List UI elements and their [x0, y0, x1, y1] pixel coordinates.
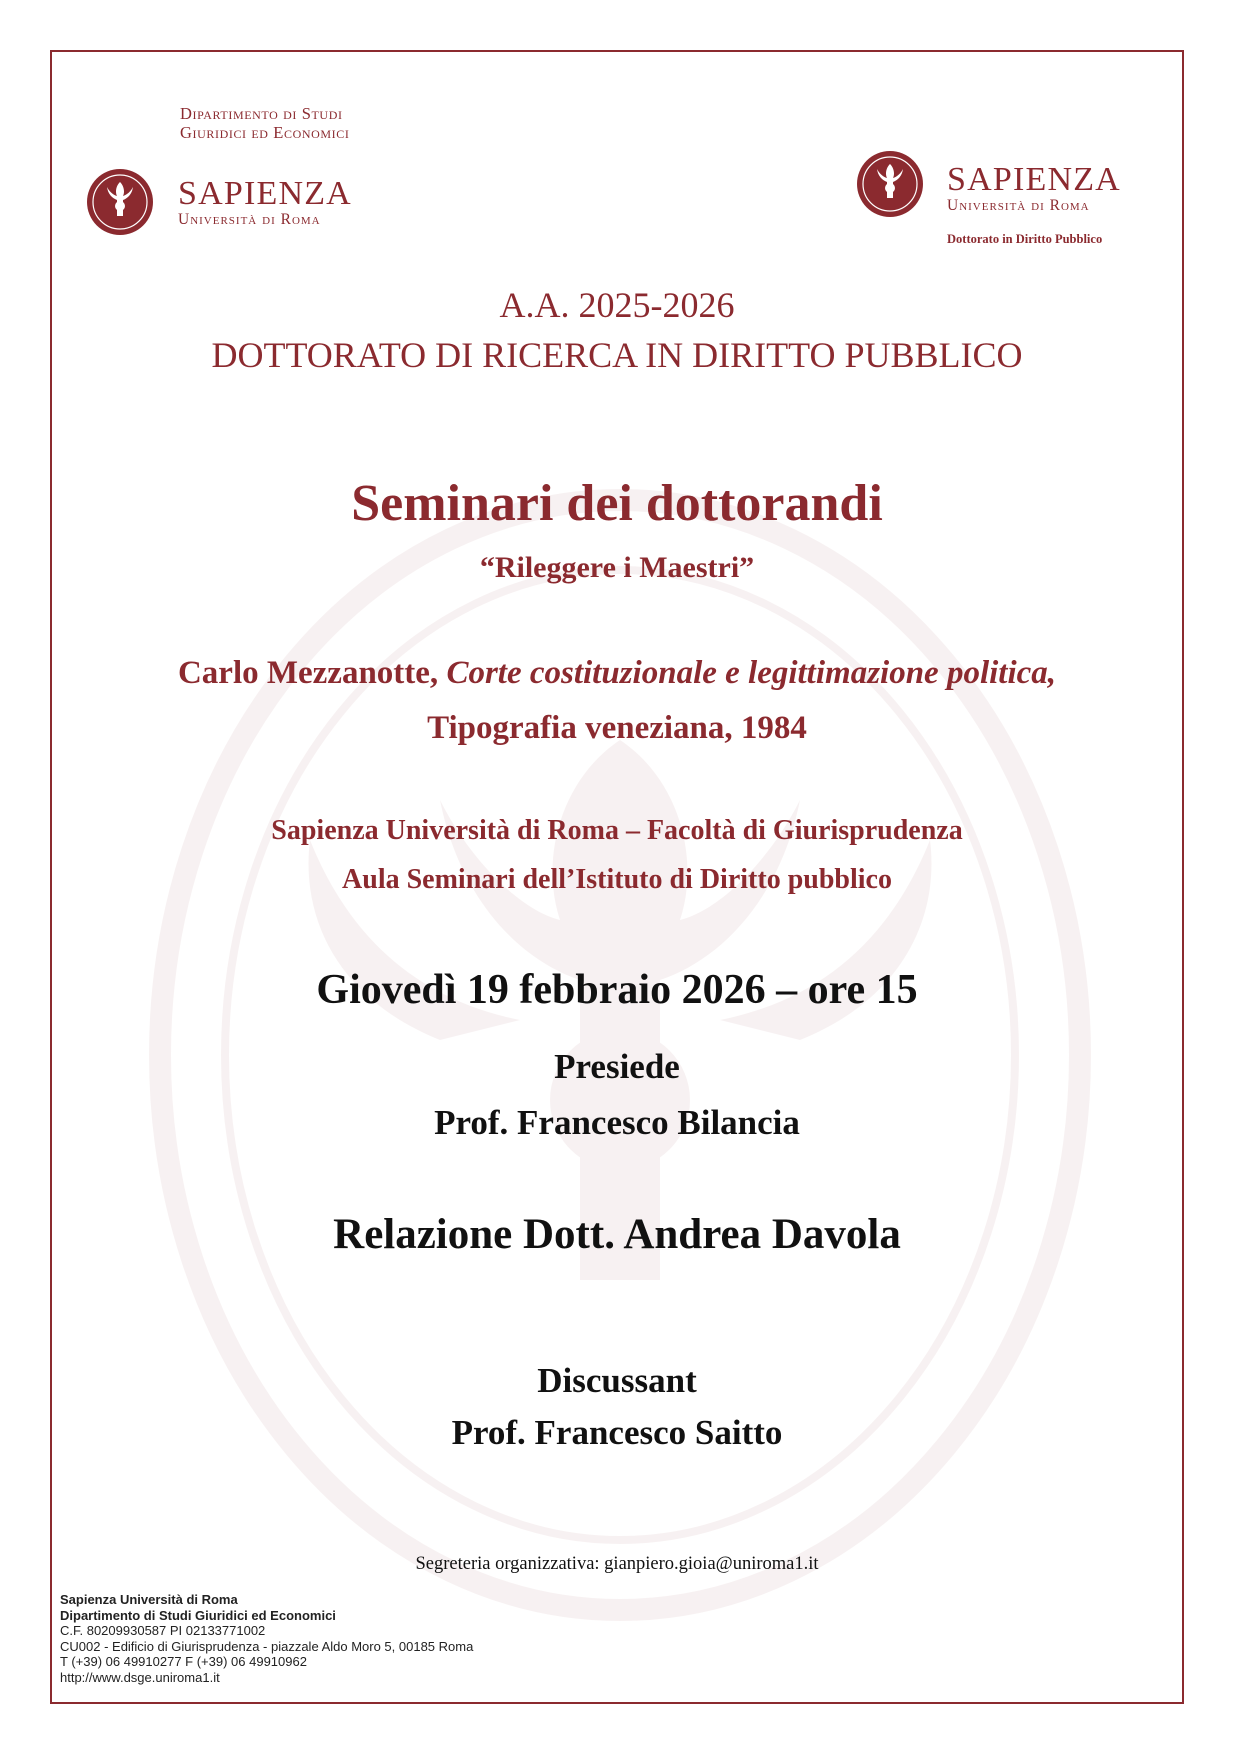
program-title: DOTTORATO DI RICERCA IN DIRITTO PUBBLICO — [211, 335, 1023, 375]
left-brand-subtitle: Università di Roma — [178, 211, 321, 228]
right-brand — [947, 162, 1121, 214]
discussant-label: Discussant — [537, 1361, 697, 1400]
right-brand-subtitle: Università di Roma — [947, 197, 1090, 214]
series-title: Seminari dei dottorandi — [351, 475, 883, 532]
book-publisher: Tipografia veneziana, 1984 — [427, 710, 807, 746]
book-author: Carlo Mezzanotte, — [177, 655, 439, 691]
book-title: Corte costituzionale e legittimazione politica, — [446, 655, 1057, 691]
book-citation — [50, 655, 1184, 692]
footer-address: CU002 - Edificio di Giurisprudenza - piazzale Aldo Moro 5, 00185 Roma — [60, 1638, 474, 1654]
footer — [60, 1592, 473, 1685]
footer-website-link[interactable]: http://www.dsge.uniroma1.it — [60, 1669, 220, 1685]
sapienza-seal-icon — [856, 150, 924, 218]
venue-line2: Aula Seminari dell’Istituto di Diritto pubblico — [342, 864, 892, 895]
secretariat-contact: Segreteria organizzativa: gianpiero.gioia@uniroma1.it — [415, 1554, 819, 1574]
left-brand-name: SAPIENZA — [178, 175, 352, 212]
chair-name: Prof. Francesco Bilancia — [434, 1103, 800, 1142]
department-logo — [88, 104, 408, 142]
academic-year: A.A. 2025-2026 — [499, 285, 735, 325]
footer-phone-fax: T (+39) 06 49910277 F (+39) 06 49910962 — [60, 1654, 307, 1669]
event-datetime: Giovedì 19 febbraio 2026 – ore 15 — [316, 967, 918, 1013]
doctorate-tag: Dottorato in Diritto Pubblico — [947, 232, 1103, 246]
discussant-name: Prof. Francesco Saitto — [451, 1413, 783, 1452]
footer-tax-codes: C.F. 80209930587 PI 02133771002 — [60, 1623, 266, 1638]
venue-line1: Sapienza Università di Roma – Facoltà di Giurisprudenza — [271, 815, 963, 846]
footer-department: Dipartimento di Studi Giuridici ed Economici — [60, 1607, 336, 1623]
chair-label: Presiede — [554, 1047, 680, 1086]
department-name-line1: Dipartimento di Studi — [180, 104, 343, 123]
sapienza-seal-icon — [86, 168, 154, 236]
left-brand — [178, 176, 352, 228]
right-brand-name: SAPIENZA — [947, 161, 1121, 198]
department-name-line2: Giuridici ed Economici — [180, 123, 350, 142]
speaker: Relazione Dott. Andrea Davola — [333, 1211, 901, 1258]
footer-university: Sapienza Università di Roma — [60, 1592, 238, 1607]
series-subtitle: “Rileggere i Maestri” — [479, 551, 755, 584]
